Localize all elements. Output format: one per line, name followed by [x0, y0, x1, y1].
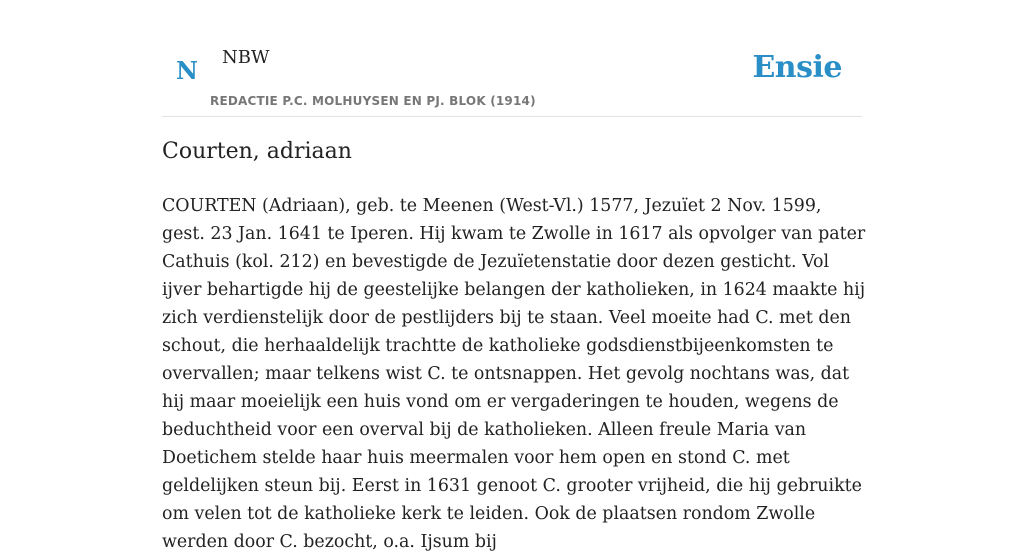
ensie-logo-link[interactable]: Ensie [752, 50, 842, 85]
article-body: COURTEN (Adriaan), geb. te Meenen (West-Vl.) 1577, Jezuïet 2 Nov. 1599, gest. 23 Jan. 1641 te Iperen. Hij kwam te Zwolle in 1617 als opvolger van pater Cathuis (kol. 212) en bevestigde de Jezuïetenstatie door dezen gesticht. Vol ijver behartigde hij de geestelijke belangen der katholieken, in 1624 maakte hij zich verdienstelijk door de pestlijders bij te staan. Veel moeite had C. met den schout, die herhaaldelijk trachtte de katholieke godsdienstbijeenkomsten te overvallen; maar telkens wist C. te ontsnappen. Het gevolg nochtans was, dat hij maar moeielijk een huis vond om er vergaderingen te houden, wegens de beduchtheid voor een overval bij de katholieken. Alleen freule Maria van Doetichem stelde haar huis meermalen voor hem open en stond C. met geldelijken steun bij. Eerst in 1631 genoot C. grooter vrijheid, die hij gebruikte om velen tot de katholieke kerk te leiden. Ook de plaatsen rondom Zwolle werden door C. bezocht, o.a. Ijsum bij [162, 196, 866, 552]
source-logo[interactable]: N [176, 56, 198, 85]
source-abbreviation: NBW [222, 47, 270, 68]
site-header [162, 0, 862, 117]
article-title: Courten, adriaan [162, 139, 352, 164]
source-credit: REDACTIE P.C. MOLHUYSEN EN PJ. BLOK (1914) [210, 94, 536, 108]
